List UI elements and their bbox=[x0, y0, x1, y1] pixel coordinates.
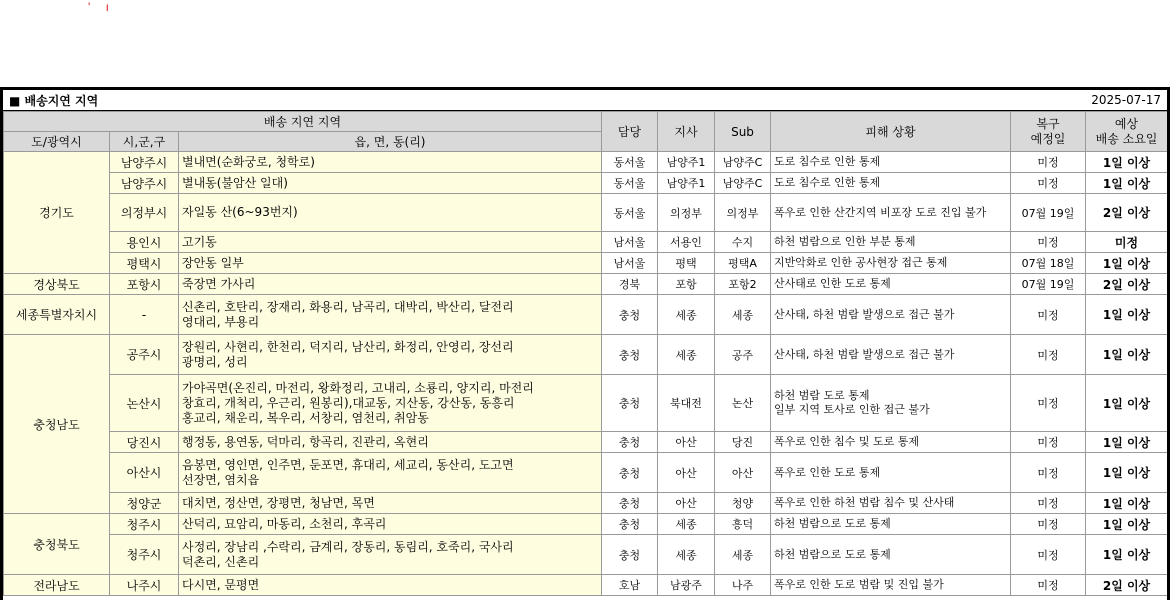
damage-cell: 도로 침수로 인한 통제 bbox=[771, 152, 1011, 173]
office-cell: 충청 bbox=[602, 493, 658, 514]
sub-cell: 수지 bbox=[715, 232, 771, 253]
sub-cell: 공주 bbox=[715, 335, 771, 375]
damage-cell: 지반악화로 인한 공사현장 접근 통제 bbox=[771, 253, 1011, 274]
office-cell: 충청 bbox=[602, 335, 658, 375]
province-cell: 세종특별자치시 bbox=[4, 295, 110, 335]
recovery-cell: 미정 bbox=[1011, 173, 1086, 194]
header-recovery: 복구 예정일 bbox=[1011, 112, 1086, 152]
report-date: 2025-07-17 bbox=[1091, 93, 1161, 107]
damage-cell: 하천 범람으로 인한 부분 통제 bbox=[771, 232, 1011, 253]
header-group: 배송 지연 지역 bbox=[4, 112, 602, 132]
branch-cell: 평택 bbox=[658, 253, 715, 274]
eta-cell: 1일 이상 bbox=[1086, 493, 1168, 514]
branch-cell: 아산 bbox=[658, 453, 715, 493]
table-row bbox=[4, 253, 1168, 274]
branch-cell: 세종 bbox=[658, 295, 715, 335]
eta-cell: 2일 이상 bbox=[1086, 194, 1168, 232]
top-mark: ' ı bbox=[88, 0, 115, 14]
sub-cell: 포항2 bbox=[715, 274, 771, 295]
table-row bbox=[4, 493, 1168, 514]
office-cell: 충청 bbox=[602, 514, 658, 535]
damage-cell: 산사태, 하천 범람 발생으로 접근 불가 bbox=[771, 295, 1011, 335]
area-cell: 다시면, 문평면 bbox=[179, 575, 602, 596]
table-row bbox=[4, 514, 1168, 535]
branch-cell: 포항 bbox=[658, 274, 715, 295]
eta-cell: 1일 이상 bbox=[1086, 335, 1168, 375]
delay-report bbox=[0, 87, 1170, 600]
area-cell: 장안동 일부 bbox=[179, 253, 602, 274]
area-cell: 죽장면 가사리 bbox=[179, 274, 602, 295]
eta-cell: 1일 이상 bbox=[1086, 295, 1168, 335]
damage-cell: 도로 침수로 인한 통제 bbox=[771, 173, 1011, 194]
recovery-cell: 07월 19일 bbox=[1011, 274, 1086, 295]
area-cell: 자일동 산(6~93번지) bbox=[179, 194, 602, 232]
damage-cell: 폭우로 인한 도로 범람 및 진입 불가 bbox=[771, 575, 1011, 596]
branch-cell: 아산 bbox=[658, 432, 715, 453]
eta-cell: 1일 이상 bbox=[1086, 253, 1168, 274]
city-cell: 남양주시 bbox=[110, 152, 179, 173]
office-cell: 충청 bbox=[602, 432, 658, 453]
damage-cell: 산사태, 하천 범람 발생으로 접근 불가 bbox=[771, 335, 1011, 375]
office-cell: 충청 bbox=[602, 453, 658, 493]
header-area: 읍, 면, 동(리) bbox=[179, 132, 602, 152]
delay-table bbox=[3, 111, 1168, 596]
office-cell: 경북 bbox=[602, 274, 658, 295]
header-damage: 피해 상황 bbox=[771, 112, 1011, 152]
area-cell: 신촌리, 호탄리, 장재리, 화용리, 남곡리, 대박리, 박산리, 달전리 영대리, 부용리 bbox=[179, 295, 602, 335]
recovery-cell: 07월 18일 bbox=[1011, 253, 1086, 274]
damage-cell: 폭우로 인한 도로 통제 bbox=[771, 453, 1011, 493]
eta-cell: 1일 이상 bbox=[1086, 535, 1168, 575]
header-branch: 지사 bbox=[658, 112, 715, 152]
office-cell: 호남 bbox=[602, 575, 658, 596]
area-cell: 별내동(불암산 일대) bbox=[179, 173, 602, 194]
province-cell: 충청남도 bbox=[4, 335, 110, 514]
sub-cell: 청양 bbox=[715, 493, 771, 514]
table-row bbox=[4, 575, 1168, 596]
branch-cell: 의정부 bbox=[658, 194, 715, 232]
province-cell: 경상북도 bbox=[4, 274, 110, 295]
province-cell: 전라남도 bbox=[4, 575, 110, 596]
city-cell: 용인시 bbox=[110, 232, 179, 253]
area-cell: 사정리, 장남리 ,수락리, 금계리, 장동리, 동림리, 호죽리, 국사리 덕촌리, 신촌리 bbox=[179, 535, 602, 575]
sub-cell: 남양주C bbox=[715, 173, 771, 194]
city-cell: 아산시 bbox=[110, 453, 179, 493]
table-row bbox=[4, 232, 1168, 253]
branch-cell: 세종 bbox=[658, 335, 715, 375]
recovery-cell: 미정 bbox=[1011, 493, 1086, 514]
eta-cell: 1일 이상 bbox=[1086, 152, 1168, 173]
eta-cell: 1일 이상 bbox=[1086, 432, 1168, 453]
branch-cell: 서용인 bbox=[658, 232, 715, 253]
area-cell: 음봉면, 영인면, 인주면, 둔포면, 휴대리, 세교리, 동산리, 도고면 선장면, 염치읍 bbox=[179, 453, 602, 493]
damage-cell: 하천 범람 도로 통제 일부 지역 토사로 인한 접근 불가 bbox=[771, 375, 1011, 432]
recovery-cell: 미정 bbox=[1011, 375, 1086, 432]
office-cell: 남서울 bbox=[602, 232, 658, 253]
sub-cell: 나주 bbox=[715, 575, 771, 596]
area-cell: 행정동, 용연동, 덕마리, 항곡리, 진관리, 옥현리 bbox=[179, 432, 602, 453]
branch-cell: 세종 bbox=[658, 514, 715, 535]
sub-cell: 세종 bbox=[715, 535, 771, 575]
table-row bbox=[4, 173, 1168, 194]
header-office: 담당 bbox=[602, 112, 658, 152]
recovery-cell: 미정 bbox=[1011, 514, 1086, 535]
table-body bbox=[4, 152, 1168, 596]
eta-cell: 1일 이상 bbox=[1086, 514, 1168, 535]
recovery-cell: 미정 bbox=[1011, 453, 1086, 493]
damage-cell: 하천 범람으로 도로 통제 bbox=[771, 514, 1011, 535]
branch-cell: 북대전 bbox=[658, 375, 715, 432]
city-cell: 포항시 bbox=[110, 274, 179, 295]
recovery-cell: 07월 19일 bbox=[1011, 194, 1086, 232]
office-cell: 동서울 bbox=[602, 194, 658, 232]
sub-cell: 아산 bbox=[715, 453, 771, 493]
sub-cell: 논산 bbox=[715, 375, 771, 432]
office-cell: 동서울 bbox=[602, 173, 658, 194]
table-row bbox=[4, 375, 1168, 432]
damage-cell: 하천 범람으로 도로 통제 bbox=[771, 535, 1011, 575]
city-cell: 당진시 bbox=[110, 432, 179, 453]
branch-cell: 세종 bbox=[658, 535, 715, 575]
header-eta: 예상 배송 소요일 bbox=[1086, 112, 1168, 152]
eta-cell: 2일 이상 bbox=[1086, 274, 1168, 295]
recovery-cell: 미정 bbox=[1011, 335, 1086, 375]
city-cell: 청양군 bbox=[110, 493, 179, 514]
office-cell: 동서울 bbox=[602, 152, 658, 173]
branch-cell: 남양주1 bbox=[658, 152, 715, 173]
city-cell: 남양주시 bbox=[110, 173, 179, 194]
city-cell: - bbox=[110, 295, 179, 335]
sub-cell: 평택A bbox=[715, 253, 771, 274]
area-cell: 고기동 bbox=[179, 232, 602, 253]
sub-cell: 의정부 bbox=[715, 194, 771, 232]
table-row bbox=[4, 453, 1168, 493]
office-cell: 남서울 bbox=[602, 253, 658, 274]
damage-cell: 폭우로 인한 침수 및 도로 통제 bbox=[771, 432, 1011, 453]
table-row bbox=[4, 194, 1168, 232]
city-cell: 평택시 bbox=[110, 253, 179, 274]
office-cell: 충청 bbox=[602, 375, 658, 432]
sub-cell: 세종 bbox=[715, 295, 771, 335]
area-cell: 장원리, 사현리, 한천리, 덕지리, 남산리, 화정리, 안영리, 장선리 광명리, 성리 bbox=[179, 335, 602, 375]
province-cell: 충청북도 bbox=[4, 514, 110, 575]
damage-cell: 폭우로 인한 하천 범람 침수 및 산사태 bbox=[771, 493, 1011, 514]
city-cell: 청주시 bbox=[110, 535, 179, 575]
office-cell: 충청 bbox=[602, 535, 658, 575]
office-cell: 충청 bbox=[602, 295, 658, 335]
branch-cell: 아산 bbox=[658, 493, 715, 514]
table-row bbox=[4, 295, 1168, 335]
area-cell: 가야곡면(온진리, 마전리, 왕화정리, 고내리, 소룡리, 양지리, 마전리 창효리, 개척리, 우근리, 원봉리),대교동, 지산동, 강산동, 동흥리 홍교리, 채운리, 복우리, 서창리, 염천리, 취암동 bbox=[179, 375, 602, 432]
table-row bbox=[4, 335, 1168, 375]
damage-cell: 산사태로 인한 도로 통제 bbox=[771, 274, 1011, 295]
report-title: ■ 배송지연 지역 bbox=[9, 93, 99, 108]
area-cell: 별내면(순화궁로, 청학로) bbox=[179, 152, 602, 173]
recovery-cell: 미정 bbox=[1011, 432, 1086, 453]
city-cell: 청주시 bbox=[110, 514, 179, 535]
header-province: 도/광역시 bbox=[4, 132, 110, 152]
table-row bbox=[4, 274, 1168, 295]
eta-cell: 1일 이상 bbox=[1086, 453, 1168, 493]
city-cell: 공주시 bbox=[110, 335, 179, 375]
eta-cell: 1일 이상 bbox=[1086, 375, 1168, 432]
branch-cell: 남양주1 bbox=[658, 173, 715, 194]
table-row bbox=[4, 432, 1168, 453]
province-cell: 경기도 bbox=[4, 152, 110, 274]
eta-cell: 2일 이상 bbox=[1086, 575, 1168, 596]
eta-cell: 1일 이상 bbox=[1086, 173, 1168, 194]
header-sub: Sub bbox=[715, 112, 771, 152]
area-cell: 산덕리, 묘암리, 마동리, 소천리, 후곡리 bbox=[179, 514, 602, 535]
recovery-cell: 미정 bbox=[1011, 232, 1086, 253]
city-cell: 논산시 bbox=[110, 375, 179, 432]
city-cell: 나주시 bbox=[110, 575, 179, 596]
recovery-cell: 미정 bbox=[1011, 575, 1086, 596]
header-city: 시,군,구 bbox=[110, 132, 179, 152]
eta-cell: 미정 bbox=[1086, 232, 1168, 253]
city-cell: 의정부시 bbox=[110, 194, 179, 232]
sub-cell: 당진 bbox=[715, 432, 771, 453]
recovery-cell: 미정 bbox=[1011, 152, 1086, 173]
branch-cell: 남광주 bbox=[658, 575, 715, 596]
damage-cell: 폭우로 인한 산간지역 비포장 도로 진입 불가 bbox=[771, 194, 1011, 232]
report-titlebar bbox=[3, 90, 1167, 111]
area-cell: 대치면, 정산면, 장평면, 청남면, 목면 bbox=[179, 493, 602, 514]
recovery-cell: 미정 bbox=[1011, 535, 1086, 575]
sub-cell: 흥덕 bbox=[715, 514, 771, 535]
table-row bbox=[4, 152, 1168, 173]
recovery-cell: 미정 bbox=[1011, 295, 1086, 335]
sub-cell: 남양주C bbox=[715, 152, 771, 173]
table-row bbox=[4, 535, 1168, 575]
